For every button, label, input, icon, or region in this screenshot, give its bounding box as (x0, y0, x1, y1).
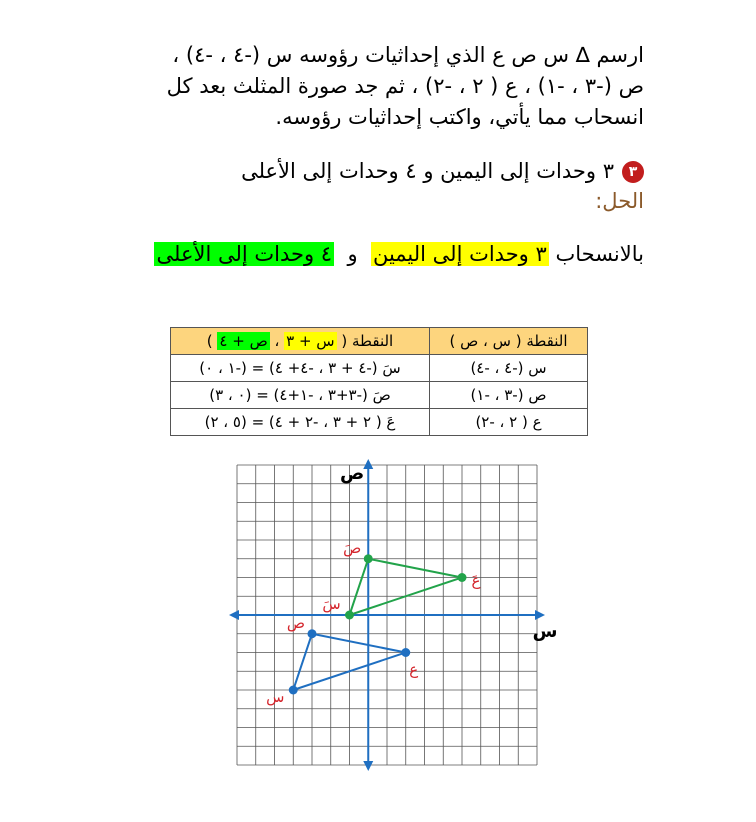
translation-prefix: بالانسحاب (555, 242, 644, 266)
part-3-line (104, 156, 644, 186)
translation-connector: و (347, 242, 358, 266)
problem-line-1: ارسم ∆ س ص ع الذي إحداثيات رؤوسه س (-٤ ، -٤) ، (172, 43, 644, 67)
y-axis-arrow-down (363, 761, 373, 771)
coordinate-graph (232, 460, 558, 780)
part-number-badge: ٣ (622, 161, 644, 183)
original-vertex-label: ع (409, 660, 419, 679)
x-axis-arrow-left (229, 610, 239, 620)
header-image-separator: ، (274, 332, 280, 350)
original-vertex-point (289, 686, 298, 695)
translation-right-highlight: ٣ وحدات إلى اليمين (372, 242, 547, 266)
original-vertex-point (401, 648, 410, 657)
problem-line-3: انسحاب مما يأتي، واكتب إحداثيات رؤوسه. (275, 105, 644, 129)
header-image-suffix: ) (206, 332, 213, 350)
original-vertex-label: س (266, 688, 285, 706)
table-row (171, 382, 588, 409)
image-vertex-label: عَ (471, 571, 481, 590)
y-axis-label: ص (340, 463, 365, 484)
image-point-cell: سَ (-٤ + ٣ ، -٤+ ٤) = (-١ ، ٠) (171, 355, 430, 382)
problem-statement (104, 40, 644, 133)
coordinates-table (170, 327, 588, 436)
header-image-prefix: النقطة ( (341, 332, 394, 350)
original-vertex-label: ص (286, 613, 306, 632)
x-axis-arrow-right (535, 610, 545, 620)
original-vertex-point (308, 629, 317, 638)
image-vertex-point (345, 611, 354, 620)
image-vertex-point (458, 573, 467, 582)
original-point-cell: ص (-٣ ، -١) (430, 382, 588, 409)
translation-statement (84, 238, 644, 270)
x-axis-label: س (532, 621, 558, 642)
table-row (171, 355, 588, 382)
image-vertex-label: صَ (343, 538, 362, 557)
image-vertex-label: سَ (322, 595, 341, 613)
original-point-cell: ع ( ٢ ، -٢) (430, 409, 588, 436)
part-text: وحدات إلى اليمين و ٤ وحدات إلى الأعلى (241, 159, 597, 183)
image-point-cell: عَ ( ٢ + ٣ ، -٢ + ٤) = (٥ ، ٢) (171, 409, 430, 436)
table-header-row (171, 328, 588, 355)
header-image-x: س + ٣ (286, 332, 335, 350)
header-original-point: النقطة ( س ، ص ) (430, 328, 588, 355)
problem-line-2: ص (-٣ ، -١) ، ع ( ٢ ، -٢) ، ثم جد صورة المثلث بعد كل (166, 74, 644, 98)
part-number-lead: ٣ (602, 159, 614, 183)
image-vertex-point (364, 554, 373, 563)
translation-up-highlight: ٤ وحدات إلى الأعلى (156, 242, 333, 266)
header-image-y: ص + ٤ (219, 332, 268, 350)
table-row (171, 409, 588, 436)
header-image-point (171, 328, 430, 355)
image-point-cell: صَ (-٣+٣ ، -١+٤) = (٠ ، ٣) (171, 382, 430, 409)
y-axis-arrow-up (363, 459, 373, 469)
original-point-cell: س (-٤ ، -٤) (430, 355, 588, 382)
solution-label: الحل: (595, 189, 644, 213)
